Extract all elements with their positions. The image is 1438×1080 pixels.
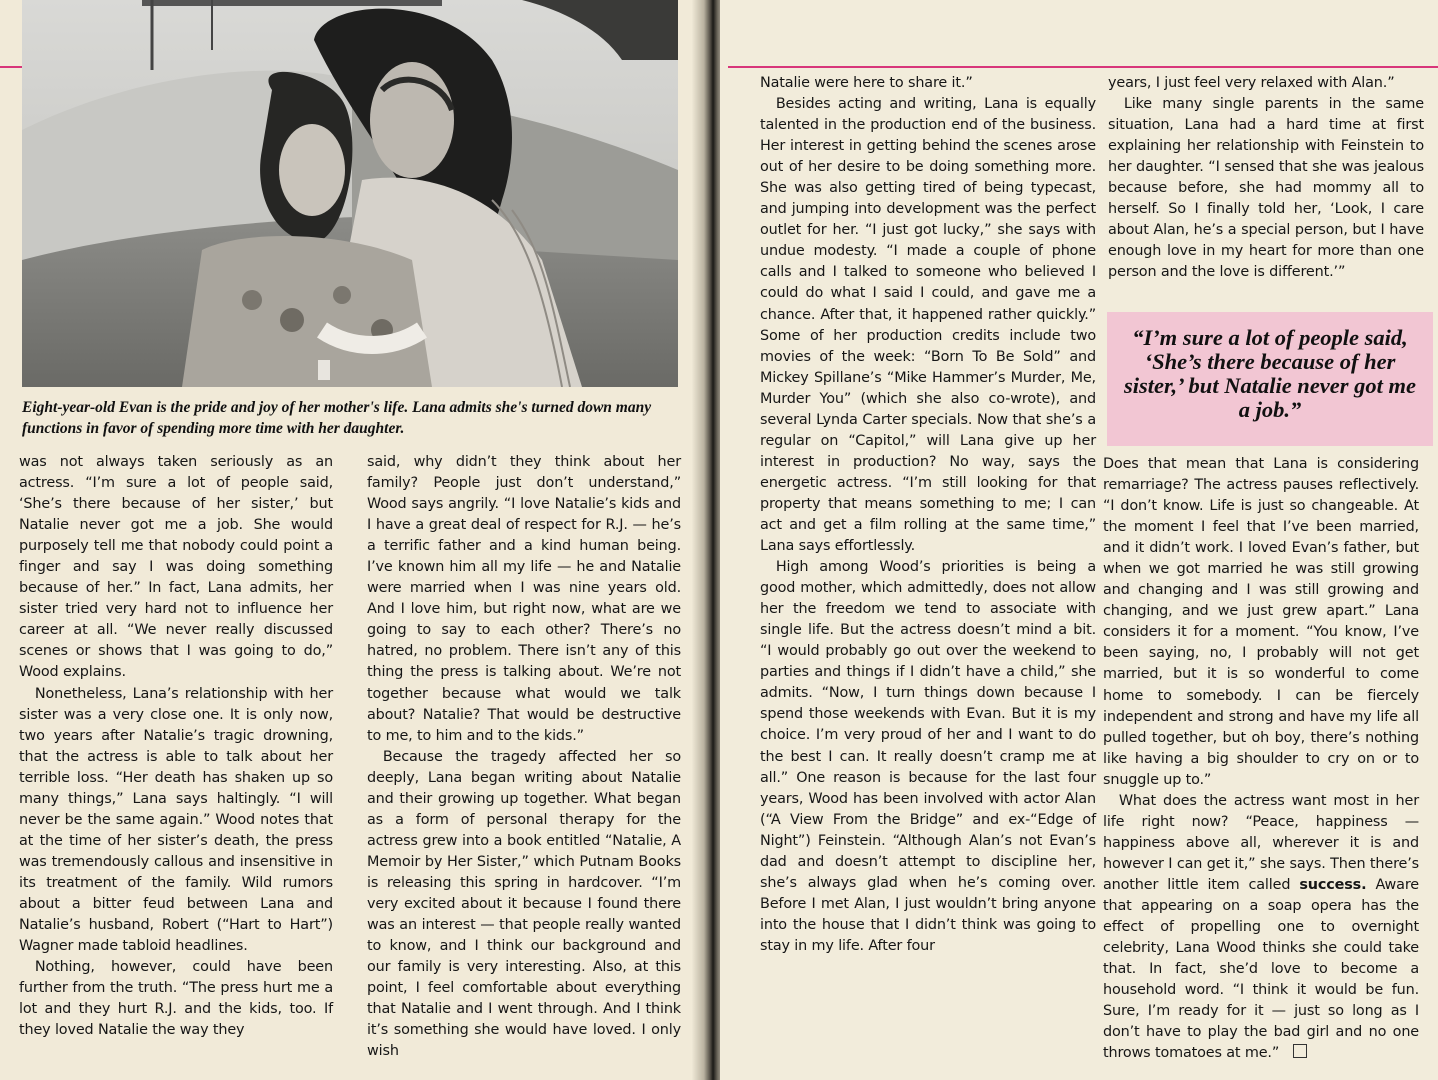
pull-quote: “I’m sure a lot of people said, ‘She’s there because of her sister,’ but Natalie never got me a job.” bbox=[1107, 312, 1433, 446]
paragraph: was not always taken seriously as an actress. “I’m sure a lot of people said, ‘She’s there because of her sister,’ but Natalie never got me a job. She would purposely tell me that nobody could point a finger and say I was doing something because of her.” In fact, Lana admits, her sister tried very hard not to influence her career at all. “We never really discussed scenes or shows that I was going to do,” Wood explains. bbox=[19, 454, 333, 681]
right-column-1 bbox=[760, 73, 1096, 957]
paragraph-text: What does the actress want most in her life right now? “Peace, happiness — happiness above all, wherever it is and however I can get it,” she says. Then there’s another little item called bbox=[1103, 792, 1419, 893]
left-column-1 bbox=[19, 452, 333, 1041]
left-column-2 bbox=[367, 452, 681, 1062]
paragraph: Nothing, however, could have been further from the truth. “The press hurt me a lot and they hurt R.J. and the kids, too. If they loved Natalie the way they bbox=[19, 959, 333, 1039]
paragraph: Natalie were here to share it.” bbox=[760, 75, 973, 91]
paragraph: Because the tragedy affected her so deeply, Lana began writing about Natalie and their growing up together. What began as a form of personal therapy for the actress grew into a book entitled “Natalie, A Memoir by Her Sister,” which Putnam Books is releasing this spring in hardcover. “I’m very excited about it because I found there was an interest — that people really wanted to know, and I think our background and our family is very interesting. Also, at this point, I feel comfortable about everything that Natalie and I went through. And I think it’s something she would have loved. I only wish bbox=[367, 748, 681, 1060]
paragraph: years, I just feel very relaxed with Alan.” bbox=[1108, 75, 1395, 91]
paragraph: Nonetheless, Lana’s relationship with her sister was a very close one. It is only now, two years after Natalie’s tragic drowning, that the actress is able to talk about her terrible loss. “Her death has shaken up so many things,” Lana says haltingly. “I will never be the same again.” Wood notes that at the time of her sister’s death, the press was tremendously callous and insensitive in its treatment of the family. Wild rumors about a bitter feud between Lana and Natalie’s husband, Robert (“Hart to Hart”) Wagner made tabloid headlines. bbox=[19, 685, 333, 955]
paragraph bbox=[1103, 791, 1419, 1065]
right-column-2-top bbox=[1108, 73, 1424, 283]
mother-daughter-photo bbox=[22, 0, 678, 387]
paragraph: Does that mean that Lana is considering remarriage? The actress pauses reflectively. “I don’t know. Life is just so changeable. At the moment I feel that I’ve been married, and it didn’t work. I loved Evan’s father, but when we got married he was still growing and changing and I was still growing and changing, and we just grew apart.” Lana considers it for a moment. “You know, I’ve been saying, no, I probably will not get married, but it is so wonderful to come home to somebody. I can be fiercely independent and strong and have my life all pulled together, but oh boy, there’s nothing like having a big shoulder to cry on or to snuggle up to.” bbox=[1103, 456, 1419, 788]
left-rule bbox=[0, 66, 22, 68]
left-page bbox=[0, 0, 700, 1080]
right-rule bbox=[728, 66, 1438, 68]
success-word: success. bbox=[1299, 876, 1367, 893]
end-mark bbox=[1293, 1044, 1307, 1058]
photo-caption: Eight-year-old Evan is the pride and joy of her mother's life. Lana admits she's turned down many functions in favor of spending more time with her daughter. bbox=[22, 399, 652, 437]
photo-image bbox=[22, 0, 678, 387]
paragraph: Besides acting and writing, Lana is equally talented in the production end of the business. Her interest in getting behind the scenes arose out of her desire to be doing something more. She was also getting tired of being typecast, and jumping into development was the perfect outlet for her. “I just got lucky,” she says with undue modesty. “I made a couple of phone calls and I talked to someone who believed I could do what I said I could, and gave me a chance. After that, it happened rather quickly.” Some of her production credits include two movies of the week: “Born To Be Sold” and Mickey Spillane’s “Mike Hammer’s Murder, Me, Murder You” (which she also co-wrote), and several Lynda Carter specials. Now that she’s a regular on “Capitol,” will Lana give up her interest in production? No way, says the energetic actress. “I’m still looking for that property that means something to me; I can act and get a film rolling at the same time,” Lana says effortlessly. bbox=[760, 96, 1096, 555]
right-column-2-bottom bbox=[1103, 454, 1419, 1064]
paragraph: Like many single parents in the same situation, Lana had a hard time at first explaining her relationship with Feinstein to her daughter. “I sensed that she was jealous because before, she had mommy all to herself. So I finally told her, ‘Look, I care about Alan, he’s a special person, but I have enough love in my heart for more than one person and the love is different.’” bbox=[1108, 96, 1424, 281]
paragraph: High among Wood’s priorities is being a good mother, which admittedly, does not allow her the freedom we tend to associate with single life. But the actress doesn’t mind a bit. “I would probably go out over the weekend to parties and things if I didn’t have a child,” she admits. “Now, I turn things down because I spend those weekends with Evan. But it is my choice. I’m very proud of her and I want to do the best I can. It really doesn’t cramp me at all.” One reason is because for the last four years, Wood has been involved with actor Alan (“A View From the Bridge” and ex-“Edge of Night”) Feinstein. “Although Alan’s not Evan’s dad and doesn’t attempt to discipline her, she’s always glad when he’s coming over. Before I met Alan, I just wouldn’t bring anyone into the house that I didn’t think was going to stay in my life. After four bbox=[760, 559, 1096, 954]
paragraph: said, why didn’t they think about her family? People just don’t understand,” Wood says angrily. “I love Natalie’s kids and I have a great deal of respect for R.J. — he’s a terrific father and a kind human being. I’ve known him all my life — he and Natalie were married when I was nine years old. And I love him, but right now, what are we going to say to each other? There’s no hatred, no problem. There isn’t any of this thing the press is talking about. We’re not together because what would we talk about? Natalie? That would be destructive to me, to him and to the kids.” bbox=[367, 454, 681, 744]
paragraph-text: Aware that appearing on a soap opera has the effect of propelling one to overnight celebrity, Lana Wood thinks she could take that. In fact, she’d love to become a household word. “I think it would be fun. Sure, I’m ready for it — just so long as I don’t have to play the bad girl and no one throws tomatoes at me.” bbox=[1103, 876, 1419, 1062]
right-page bbox=[720, 0, 1438, 1080]
